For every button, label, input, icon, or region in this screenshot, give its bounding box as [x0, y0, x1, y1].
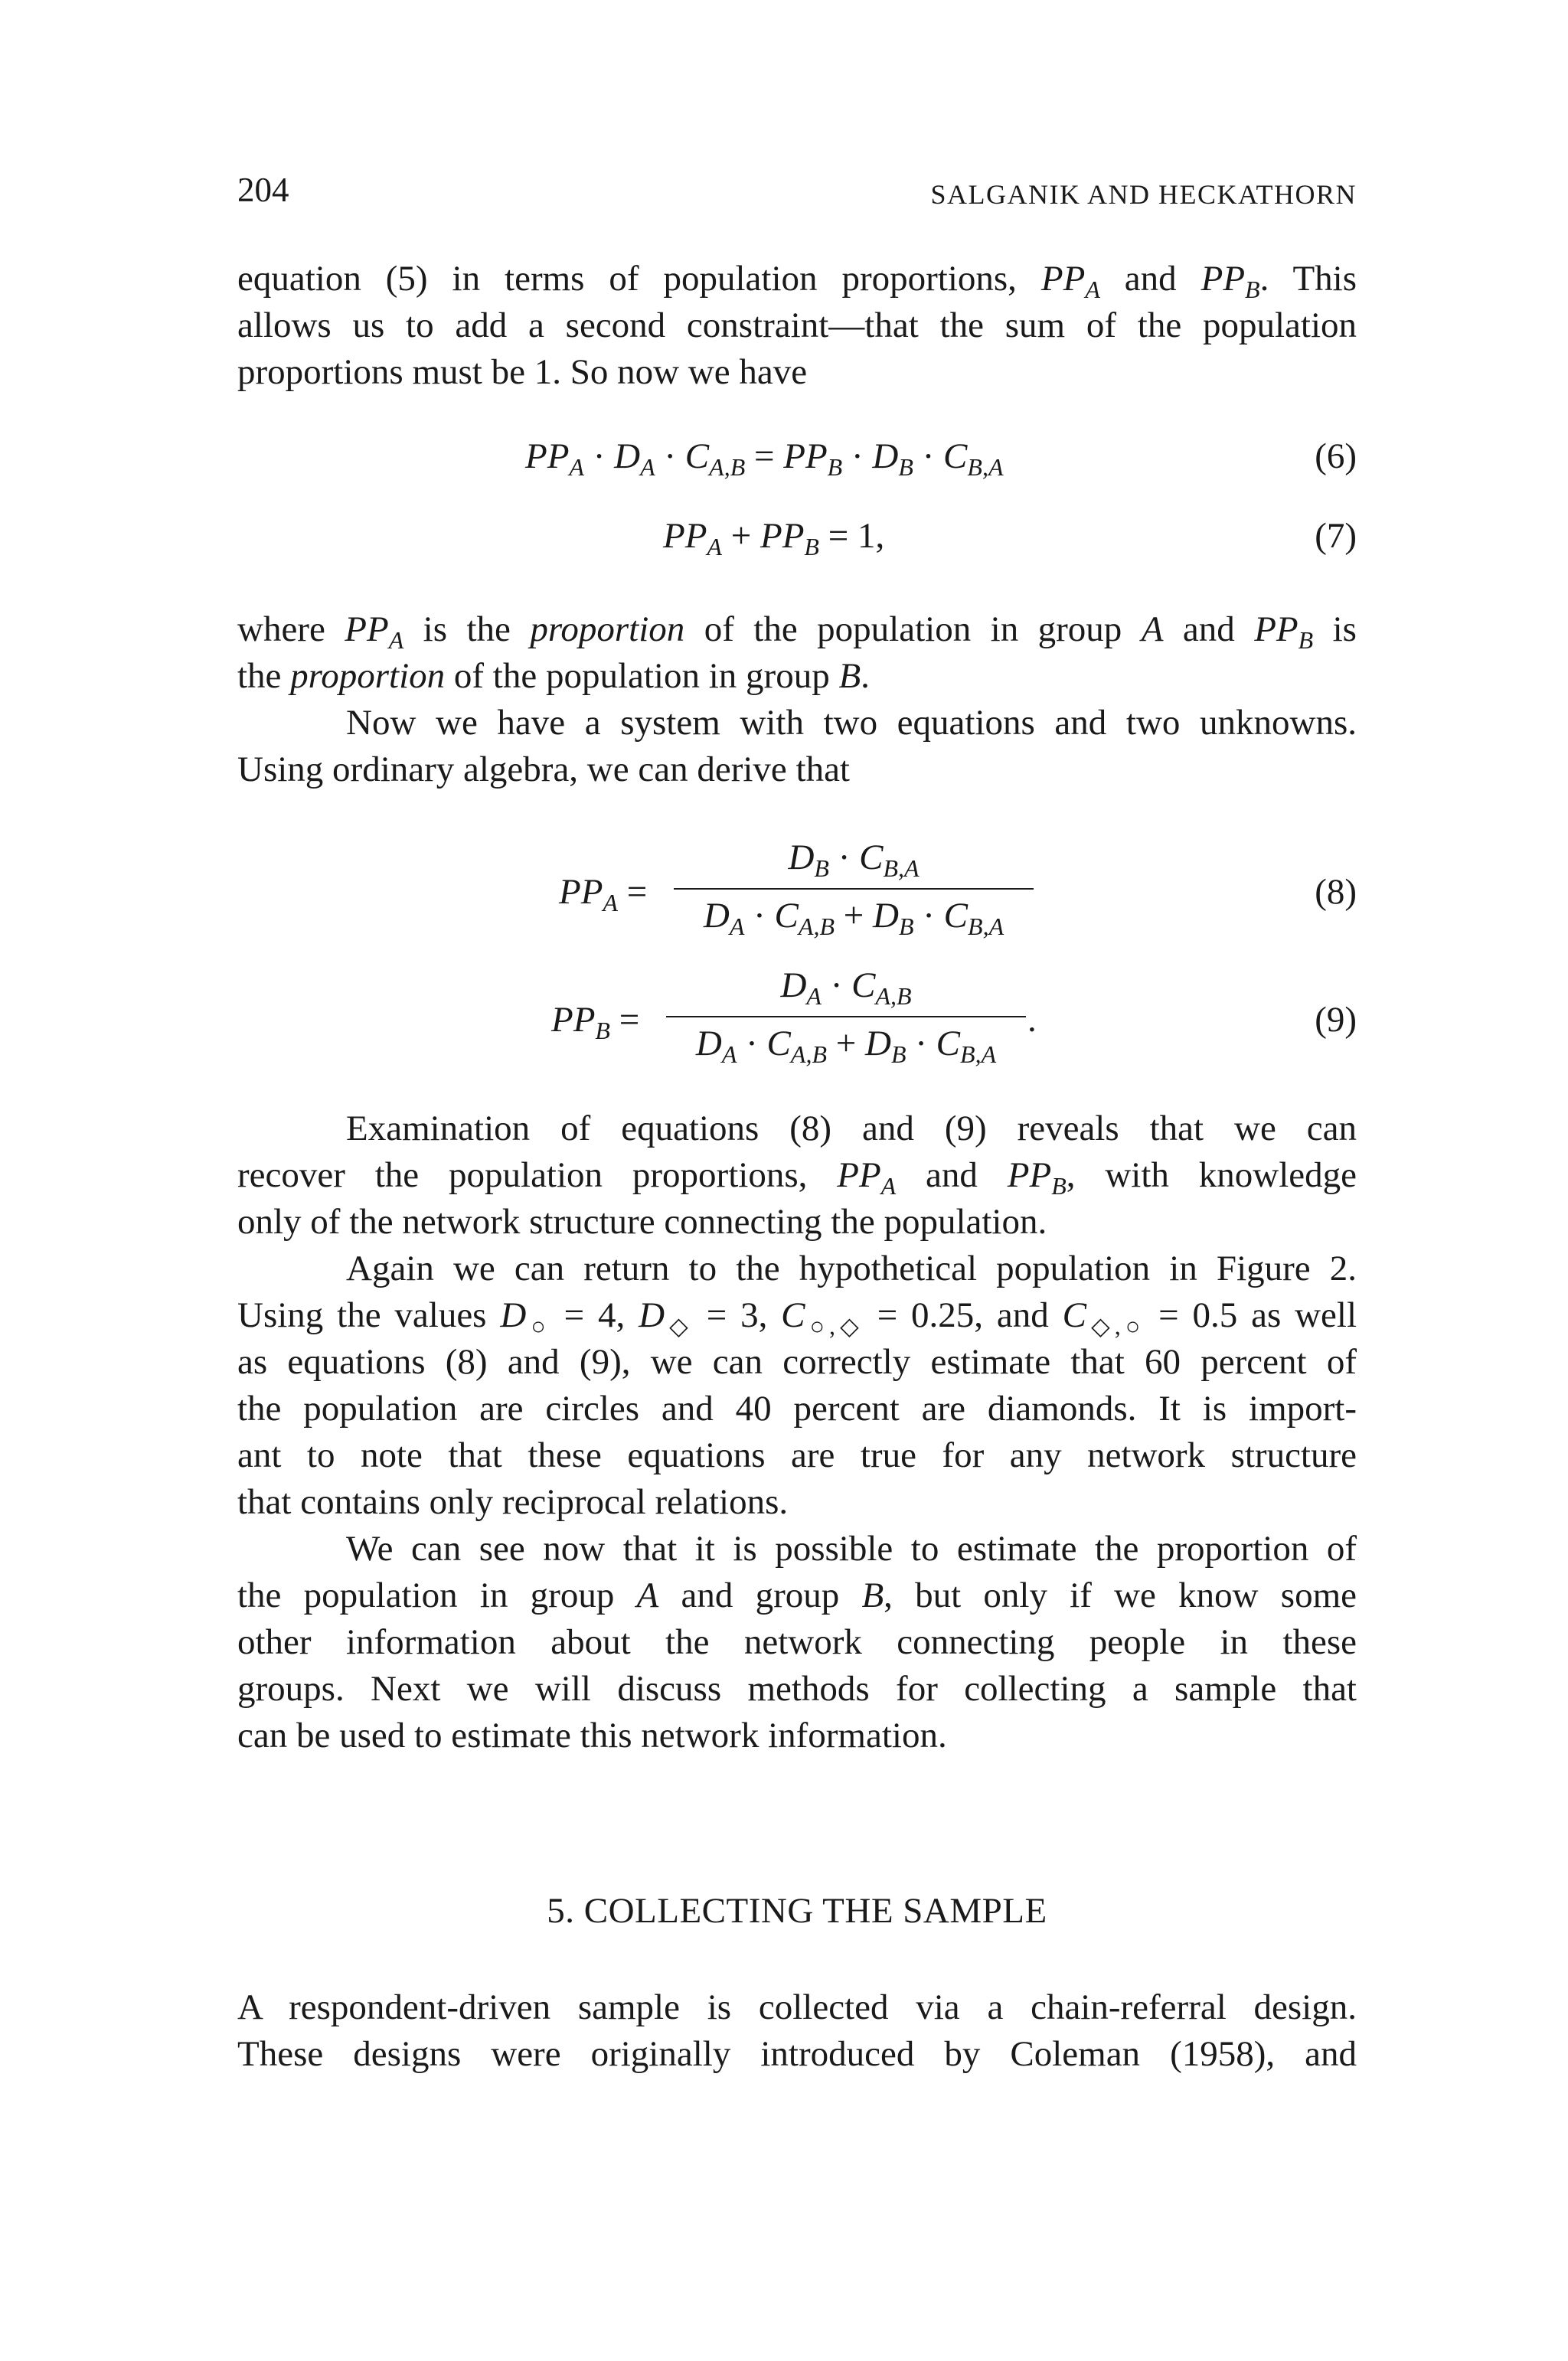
paragraph-line: the population are circles and 40 percent are diamonds. It is import-	[237, 1389, 1357, 1429]
paragraph-3	[237, 700, 1357, 793]
paragraph-line: We can see now that it is possible to estimate the proportion of	[346, 1529, 1357, 1569]
paragraph-line: the proportion of the population in group B.	[237, 656, 870, 696]
equation-8-denominator: $D_A \cdot C_{A,B} + D_B \cdot C_{B,A}$	[703, 896, 1004, 940]
paragraph-line: where $PP_A$ is the proportion of the population in group A and $PP_B$ is	[237, 609, 1357, 654]
paragraph-line: Examination of equations (8) and (9) reveals that we can	[346, 1109, 1357, 1148]
paragraph-line: These designs were originally introduced by Coleman (1958), and	[237, 2034, 1357, 2074]
paragraph-line: the population in group A and group B, but only if we know some	[237, 1576, 1357, 1615]
running-head: SALGANIK AND HECKATHORN	[930, 179, 1357, 210]
paragraph-line: equation (5) in terms of population proportions, $PP_A$ and $PP_B$. This	[237, 259, 1357, 303]
equation-7-number: (7)	[1315, 516, 1357, 556]
equation-8-numerator: $D_B \cdot C_{B,A}$	[788, 838, 920, 882]
paragraph-line: allows us to add a second constraint—that the sum of the population	[237, 305, 1357, 345]
equation-8-fraction	[674, 834, 1034, 940]
equation-9-numerator: $D_A \cdot C_{A,B}$	[780, 965, 912, 1010]
paragraph-line: that contains only reciprocal relations.	[237, 1482, 789, 1522]
equation-8-number: (8)	[1315, 872, 1357, 912]
paragraph-line: groups. Next we will discuss methods for collecting a sample that	[237, 1669, 1357, 1709]
equation-9-number: (9)	[1315, 1000, 1357, 1040]
equation-9-lhs: $PP_B$ =	[551, 1000, 640, 1044]
equation-6: $PP_A \cdot D_A \cdot C_{A,B} = PP_B \cdot D_B \cdot C_{B,A}$	[525, 436, 1004, 481]
paragraph-line: Using ordinary algebra, we can derive that	[237, 749, 850, 789]
paragraph-7	[237, 1984, 1357, 2078]
equation-9-period: .	[1027, 1000, 1037, 1040]
equation-9-denominator: $D_A \cdot C_{A,B} + D_B \cdot C_{B,A}$	[695, 1024, 997, 1068]
paragraph-line: A respondent-driven sample is collected via a chain-referral design.	[237, 1987, 1357, 2027]
equation-7: $PP_A + PP_B = 1$,	[663, 516, 885, 560]
paragraph-line: as equations (8) and (9), we can correctly estimate that 60 percent of	[237, 1342, 1357, 1382]
paragraph-line: other information about the network connecting people in these	[237, 1622, 1357, 1662]
section-heading: 5. COLLECTING THE SAMPLE	[547, 1891, 1047, 1931]
paragraph-2	[237, 606, 1357, 700]
equation-8-lhs: $PP_A$ =	[559, 872, 648, 916]
paragraph-line: can be used to estimate this network information.	[237, 1716, 947, 1755]
paragraph-line: recover the population proportions, $PP_A$ and $PP_B$, with knowledge	[237, 1155, 1357, 1200]
paragraph-line: ant to note that these equations are true for any network structure	[237, 1435, 1357, 1475]
equation-6-number: (6)	[1315, 436, 1357, 476]
paragraph-1	[237, 256, 1357, 396]
paragraph-line: only of the network structure connecting the population.	[237, 1202, 1047, 1242]
equation-9-fraction	[666, 962, 1026, 1068]
paragraph-6	[237, 1526, 1357, 1759]
fraction-bar	[674, 888, 1034, 890]
page-number: 204	[237, 171, 289, 209]
paragraph-line: Again we can return to the hypothetical population in Figure 2.	[346, 1249, 1357, 1288]
paragraph-4	[237, 1105, 1357, 1246]
fraction-bar	[666, 1016, 1026, 1017]
paragraph-5	[237, 1246, 1357, 1526]
paragraph-line: proportions must be 1. So now we have	[237, 352, 808, 392]
paragraph-line: Now we have a system with two equations and two unknowns.	[346, 703, 1357, 743]
paragraph-line: Using the values $D_○ = 4$, $D_◇ = 3$, $C_{○,◇} = 0.25$, and $C_{◇,○} = 0.5$ as well	[237, 1295, 1357, 1340]
